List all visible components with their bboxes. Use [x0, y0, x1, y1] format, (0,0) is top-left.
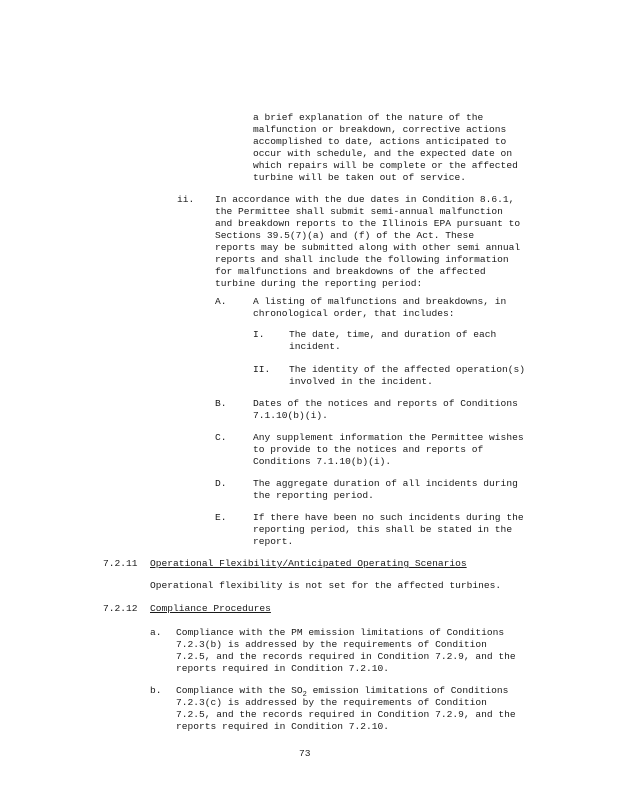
- item-d-text: The aggregate duration of all incidents during the reporting period.: [253, 478, 518, 501]
- item-ii-text: In accordance with the due dates in Condition 8.6.1, the Permittee shall submit semi-annual malfunction and breakdown reports to the Illinois EPA pursuant to Sections 39.5(7)(a) and (f) of the Act. These reports may be submitted along with other semi annual reports and shall include the following information for malfunctions and breakdowns of the affected turbine during the reporting period:: [215, 194, 521, 289]
- section-7211-heading: Operational Flexibility/Anticipated Operating Scenarios: [150, 558, 467, 569]
- section-7212-b-text: [176, 685, 516, 733]
- item-b-label: B.: [215, 398, 227, 409]
- malfunction-continuation-text: a brief explanation of the nature of the malfunction or breakdown, corrective actions accomplished to date, actions anticipated to occur with schedule, and the expected date on which repairs will be complete or the affected turbine will be taken out of service.: [253, 112, 518, 183]
- section-7212-a-text: Compliance with the PM emission limitations of Conditions 7.2.3(b) is addressed by the requirements of Condition 7.2.5, and the records required in Condition 7.2.9, and the reports required in Condition 7.2.10.: [176, 627, 516, 674]
- so2-line-post: emission limitations of Conditions: [306, 685, 509, 696]
- section-7212-heading: Compliance Procedures: [150, 603, 271, 614]
- item-ii-label: ii.: [177, 194, 195, 205]
- item-a-i-text: The date, time, and duration of each incident.: [289, 329, 497, 352]
- item-a-ii-text: The identity of the affected operation(s) involved in the incident.: [289, 364, 526, 387]
- so2-subscript: 2: [302, 690, 307, 699]
- item-e-label: E.: [215, 512, 227, 523]
- item-c-label: C.: [215, 432, 227, 443]
- item-c-text: Any supplement information the Permittee wishes to provide to the notices and reports of Conditions 7.1.10(b)(i).: [253, 432, 524, 467]
- section-7212-b-label: b.: [150, 685, 162, 696]
- section-7212-number: 7.2.12: [103, 603, 138, 614]
- section-7211-number: 7.2.11: [103, 558, 138, 569]
- item-e-text: If there have been no such incidents during the reporting period, this shall be stated in the report.: [253, 512, 524, 547]
- item-b-text: Dates of the notices and reports of Conditions 7.1.10(b)(i).: [253, 398, 518, 421]
- section-7211-text: Operational flexibility is not set for the affected turbines.: [150, 580, 502, 591]
- page-number: 73: [299, 748, 311, 759]
- item-a-label: A.: [215, 296, 227, 307]
- item-a-ii-label: II.: [253, 364, 271, 375]
- item-a-text: A listing of malfunctions and breakdowns, in chronological order, that includes:: [253, 296, 507, 319]
- so2-rest-text: 7.2.3(c) is addressed by the requirements of Condition 7.2.5, and the records required in Condition 7.2.9, and the reports required in Condition 7.2.10.: [176, 697, 516, 732]
- item-a-i-label: I.: [253, 329, 265, 340]
- item-d-label: D.: [215, 478, 227, 489]
- so2-line-pre: Compliance with the SO: [176, 685, 303, 696]
- section-7212-a-label: a.: [150, 627, 162, 638]
